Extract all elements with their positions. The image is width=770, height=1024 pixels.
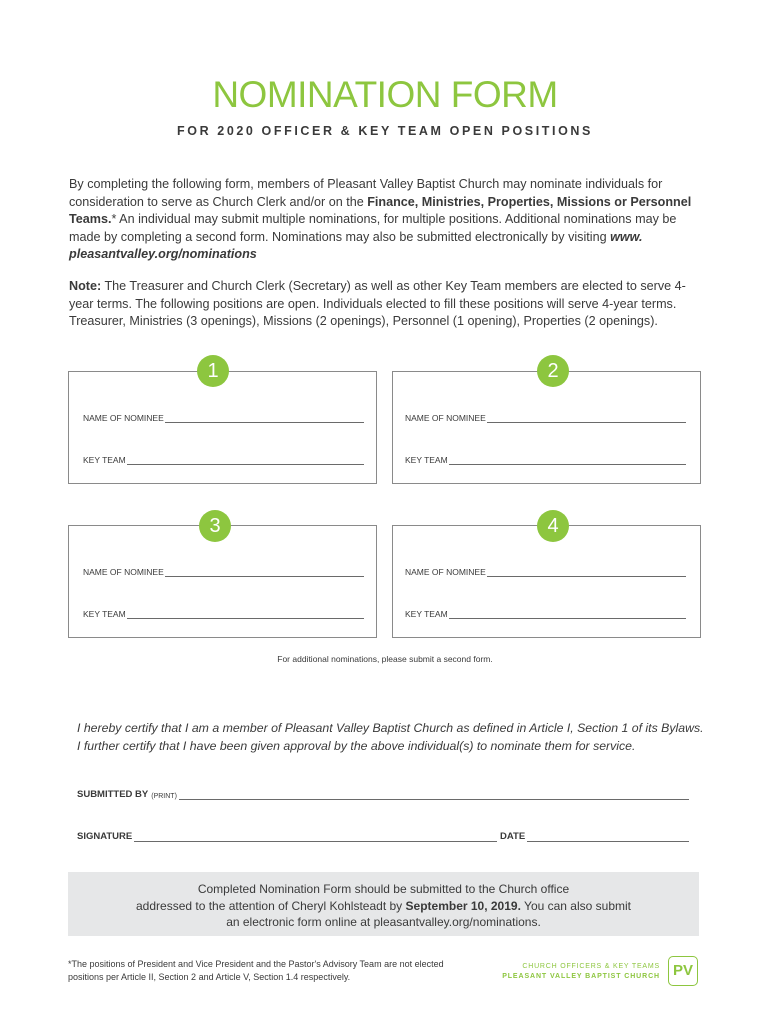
key-team-line[interactable] [449,609,686,619]
intro-paragraph [69,176,704,264]
submitted-by-line[interactable] [179,789,689,800]
nomination-box-1 [68,371,377,484]
signature-label: SIGNATURE [77,831,133,842]
brand-church-name: PLEASANT VALLEY BAPTIST CHURCH [502,973,660,980]
submission-line-3: an electronic form online at pleasantvalley.org/nominations. [226,915,541,929]
footnote [68,958,458,984]
deadline-date: September 10, 2019. [405,898,521,913]
page-subtitle: FOR 2020 OFFICER & KEY TEAM OPEN POSITIONS [177,124,593,138]
note-text: The Treasurer and Church Clerk (Secretary) as well as other Key Team members are elected to serve 4-year terms. The following positions are open. Individuals elected to fill these positions will serve 4-year terms. Treasurer, Ministries (3 openings), Missions (2 openings), Personnel (1 opening), Properties (2 openings). [69,279,686,328]
submission-line-2: addressed to the attention of Cheryl Kohlsteadt by September 10, 2019. You can also submit [136,898,631,913]
signature-field[interactable] [77,828,497,842]
certification-statement [77,720,717,755]
key-team-label: KEY TEAM [405,455,448,465]
certify-line-1: I hereby certify that I am a member of Pleasant Valley Baptist Church as defined in Article I, Section 1 of its Bylaws. [77,721,704,735]
key-team-label: KEY TEAM [83,455,126,465]
key-team-line[interactable] [449,455,686,465]
nomination-number-2: 2 [537,355,569,387]
date-field[interactable] [500,828,689,842]
key-team-field-1[interactable] [83,453,364,465]
nominee-name-field-4[interactable] [405,565,686,577]
intro-teams: Finance, Ministries, Properties, Missions or Personnel Teams. [69,194,692,226]
nominee-name-field-1[interactable] [83,411,364,423]
note-paragraph [69,278,704,331]
key-team-label: KEY TEAM [405,609,448,619]
intro-text-rest: * An individual may submit multiple nominations, for multiple positions. Additional nominations may be made by completing a second form. Nominations may also be submitted electronically by visiting [69,212,677,244]
key-team-label: KEY TEAM [83,609,126,619]
submission-instructions-panel [68,872,699,936]
key-team-field-4[interactable] [405,607,686,619]
nomination-box-4 [392,525,701,638]
nominee-name-label: NAME OF NOMINEE [405,413,486,423]
key-team-field-3[interactable] [83,607,364,619]
nominations-link[interactable]: www. pleasantvalley.org/nominations [69,229,643,261]
note-label: Note: [69,279,102,293]
date-label: DATE [500,831,526,842]
footnote-line-2: positions per Article II, Section 2 and Article V, Section 1.4 respectively. [68,972,351,982]
nominee-name-field-3[interactable] [83,565,364,577]
signature-line[interactable] [134,831,497,842]
nominee-name-label: NAME OF NOMINEE [405,567,486,577]
pv-logo: PV [668,956,698,986]
nominee-name-label: NAME OF NOMINEE [83,413,164,423]
nominee-name-line[interactable] [165,413,364,423]
key-team-line[interactable] [127,455,364,465]
nomination-number-4: 4 [537,510,569,542]
nomination-number-3: 3 [199,510,231,542]
key-team-line[interactable] [127,609,364,619]
additional-nominations-note: For additional nominations, please submit a second form. [277,654,493,664]
nomination-number-1: 1 [197,355,229,387]
nominee-name-label: NAME OF NOMINEE [83,567,164,577]
certify-line-2: I further certify that I have been given approval by the above individual(s) to nominate them for service. [77,738,636,753]
submitted-by-field[interactable] [77,786,689,800]
submitted-by-label: SUBMITTED BY [77,789,149,800]
print-label: (PRINT) [151,793,177,800]
date-line[interactable] [527,831,689,842]
footnote-line-1: *The positions of President and Vice President and the Pastor's Advisory Team are not elected [68,959,444,969]
nomination-box-2 [392,371,701,484]
intro-text: By completing the following form, members of Pleasant Valley Baptist Church may nominate individuals for consideration to serve as Church Clerk and/or on the [69,177,663,209]
nominee-name-line[interactable] [487,413,686,423]
page-title: NOMINATION FORM [212,74,558,115]
brand-tagline: CHURCH OFFICERS & KEY TEAMS [522,963,660,970]
nominee-name-line[interactable] [487,567,686,577]
key-team-field-2[interactable] [405,453,686,465]
nominee-name-field-2[interactable] [405,411,686,423]
submission-line-1: Completed Nomination Form should be submitted to the Church office [197,882,570,896]
nomination-box-3 [68,525,377,638]
nominee-name-line[interactable] [165,567,364,577]
